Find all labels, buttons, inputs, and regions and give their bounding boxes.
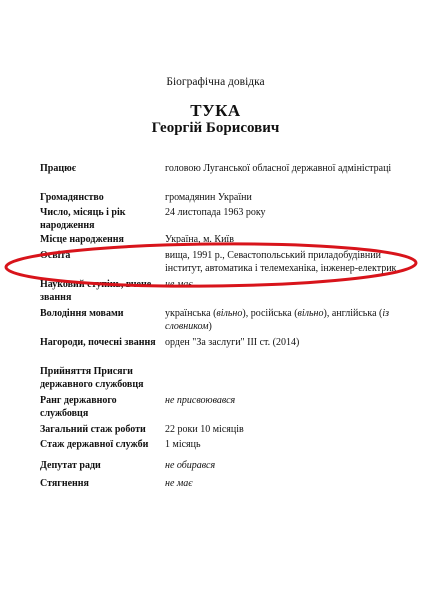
row-label: Місце народження: [40, 234, 124, 245]
row-value: не має: [165, 279, 193, 290]
row-value: не присвоювався: [165, 395, 236, 406]
document-subtitle: Біографічна довідка: [166, 76, 265, 88]
row-value: не обирався: [165, 460, 216, 471]
row-label: Науковий ступінь, вчене звання: [40, 279, 152, 303]
lang-level: вільно: [216, 308, 243, 319]
lang-level: із словником: [165, 308, 390, 332]
row-value: головою Луганської обласної державної адміністраці: [165, 163, 392, 174]
row-label: Число, місяць і рік народження: [40, 207, 126, 231]
row-value: [165, 308, 413, 333]
row-value: вища, 1991 р., Севастопольський приладобудівний інститут, автоматика і телемеханіка, інженер-електрик: [165, 250, 397, 274]
row-label: Загальний стаж роботи: [40, 424, 146, 435]
row-value: 22 роки 10 місяців: [165, 424, 244, 435]
row-label: Громадянство: [40, 192, 104, 203]
person-surname: ТУКА: [190, 101, 241, 120]
row-label: Прийняття Присяги державного службовця: [40, 366, 144, 390]
row-label: Ранг державного службовця: [40, 395, 117, 419]
row-label: Стаж державної служби: [40, 439, 149, 450]
lang-part: ): [208, 320, 212, 332]
lang-part: ), англійська (: [323, 308, 383, 319]
lang-part: українська (: [165, 308, 217, 319]
document-header: [0, 76, 431, 88]
row-label: Нагороди, почесні звання: [40, 337, 156, 348]
lang-level: вільно: [297, 308, 324, 319]
row-value: не має: [165, 478, 193, 489]
row-label: Працює: [40, 163, 77, 174]
row-label: Стягнення: [40, 478, 89, 489]
row-value: 24 листопада 1963 року: [165, 207, 266, 218]
row-value: громадянин України: [165, 192, 252, 203]
row-label: Депутат ради: [40, 460, 101, 471]
row-value: орден "За заслуги" III ст. (2014): [165, 337, 300, 348]
row-label: Володіння мовами: [40, 308, 124, 319]
lang-part: ), російська (: [242, 308, 298, 319]
person-name: Георгій Борисович: [151, 120, 280, 136]
row-value: 1 місяць: [165, 439, 201, 450]
row-label: Освіта: [40, 250, 71, 261]
row-value: Україна, м. Київ: [165, 234, 234, 245]
